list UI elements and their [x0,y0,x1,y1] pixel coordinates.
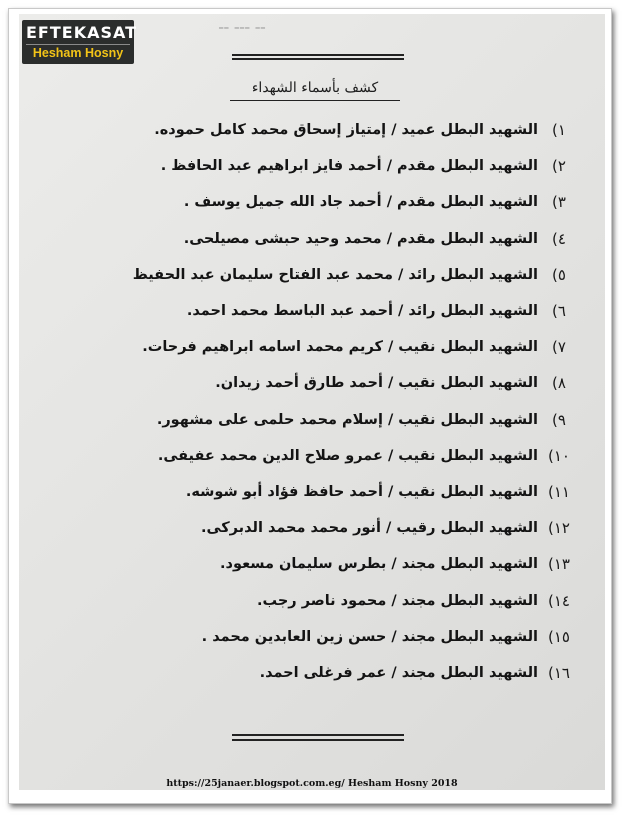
item-number: ١٥) [548,627,570,646]
list-item [148,184,580,220]
item-number: ١٢) [548,519,570,538]
item-number: ٩) [552,410,566,429]
list-item [148,365,580,401]
document-title: كشف بأسماء الشهداء [230,78,400,101]
item-text: الشهيد البطل مقدم / أحمد فايز ابراهيم عبد الحافظ . [160,158,538,175]
list-item [148,510,580,546]
watermark-badge [22,20,138,64]
list-item [148,402,580,438]
item-number: ٥) [552,265,566,284]
bottom-divider-line [232,734,404,736]
item-text: الشهيد البطل مجند / عمر فرغلى احمد. [259,664,538,681]
list-item [148,546,580,582]
list-item [148,655,580,691]
item-number: ٤) [552,229,566,248]
list-item [148,582,580,618]
item-text: الشهيد البطل نقيب / إسلام محمد حلمى على مشهور. [156,411,538,428]
item-number: ٣) [552,193,566,212]
martyrs-list [132,112,580,691]
item-text: الشهيد البطل مجند / محمود ناصر رجب. [256,592,538,609]
list-item [148,438,580,474]
item-text: الشهيد البطل نقيب / أحمد حافظ فؤاد أبو شوشه. [185,483,538,500]
item-text: الشهيد البطل مقدم / محمد وحيد حبشى مصيلحى. [183,230,538,247]
bottom-divider-line-2 [232,739,404,741]
list-item [148,619,580,655]
list-item [132,257,580,293]
item-text: الشهيد البطل مقدم / أحمد جاد الله جميل يوسف . [183,194,538,211]
item-number: ١) [552,121,566,140]
watermark-brand: EFTEKASAT [26,22,130,45]
list-item [148,148,580,184]
top-divider-line-2 [232,58,404,60]
item-number: ١٠) [548,446,570,465]
item-number: ٦) [552,302,566,321]
item-text: الشهيد البطل نقيب / عمرو صلاح الدين محمد عفيفى. [157,447,538,464]
item-text: الشهيد البطل رائد / محمد عبد الفتاح سليمان عبد الحفيظ [132,266,538,283]
item-number: ١١) [548,482,570,501]
footer-credit: https://25janaer.blogspot.com.eg/ Hesham Hosny 2018 [166,778,458,789]
top-edge-smudge: ▔▔ ▔▔▔ ▔▔ [219,28,266,36]
item-number: ٢) [552,157,566,176]
list-item [148,474,580,510]
item-number: ١٦) [548,663,570,682]
top-divider-line [232,54,404,56]
item-text: الشهيد البطل نقيب / كريم محمد اسامه ابراهيم فرحات. [142,339,538,356]
item-number: ١٣) [548,555,570,574]
item-number: ١٤) [548,591,570,610]
item-text: الشهيد البطل رقيب / أنور محمد محمد الدبركى. [201,520,538,537]
list-item [148,293,580,329]
item-number: ٧) [552,338,566,357]
item-number: ٨) [552,374,566,393]
item-text: الشهيد البطل مجند / بطرس سليمان مسعود. [220,556,538,573]
list-item [148,221,580,257]
watermark-author: Hesham Hosny [32,46,124,60]
list-item [148,112,580,148]
item-text: الشهيد البطل عميد / إمتياز إسحاق محمد كامل حموده. [154,122,538,139]
item-text: الشهيد البطل رائد / أحمد عبد الباسط محمد احمد. [186,303,538,320]
document-paper [19,14,605,790]
item-text: الشهيد البطل نقيب / أحمد طارق أحمد زيدان. [215,375,538,392]
list-item [142,329,580,365]
item-text: الشهيد البطل مجند / حسن زين العابدين محمد . [201,628,538,645]
